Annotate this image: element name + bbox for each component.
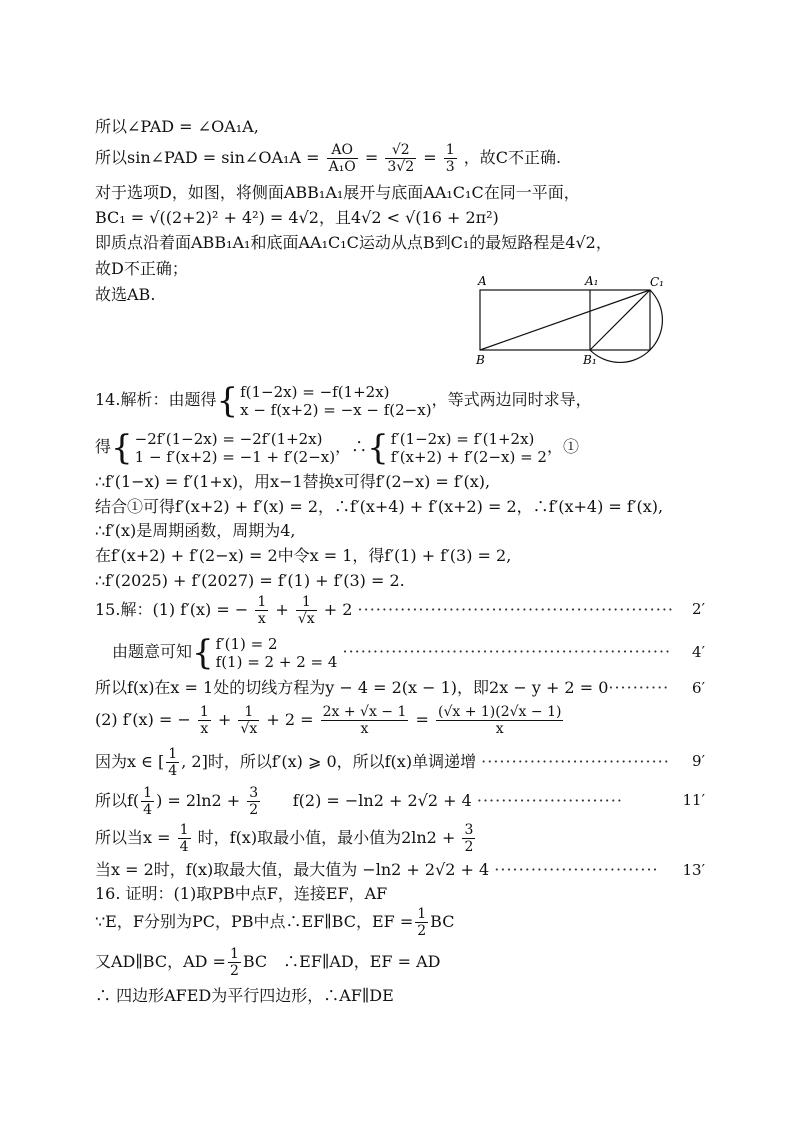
brace: {	[192, 632, 214, 673]
fraction	[385, 142, 416, 175]
numerator: 1	[257, 594, 267, 610]
numerator: 1	[168, 746, 178, 762]
denominator: A₁O	[328, 159, 356, 175]
text-line	[95, 571, 405, 591]
fraction	[436, 704, 563, 737]
denominator: √x	[297, 611, 315, 627]
numerator: 3	[249, 785, 259, 801]
equation-system	[240, 383, 431, 419]
line-text: ∵E，F分别为PC，PB中点∴EF∥BC，EF =	[95, 912, 414, 931]
text-line	[95, 117, 259, 137]
equation: f(1−2x) = −f(1+2x)	[240, 382, 390, 401]
line-text: ∴f′(2025) + f′(2027) = f′(1) + f′(3) = 2.	[95, 571, 405, 590]
text-line	[95, 818, 477, 858]
equation: f(1) = 2 + 2 = 4	[215, 652, 338, 671]
numerator: 1	[179, 822, 189, 838]
line-text: +	[275, 600, 289, 619]
score: 6′	[692, 679, 705, 697]
equation-system	[216, 635, 338, 671]
line-text: BC	[430, 912, 455, 931]
brace: {	[367, 427, 389, 468]
segment-bc1	[480, 290, 650, 350]
equation: f′(1) = 2	[215, 634, 278, 653]
label-a: A	[478, 274, 487, 288]
brace: {	[216, 380, 239, 421]
text-line	[95, 902, 454, 942]
numerator: 3	[464, 822, 474, 838]
numerator: 1	[445, 142, 455, 158]
equation: f′(x+2) + f′(2−x) = 2	[390, 447, 547, 466]
leader-dots: ·······························	[481, 752, 670, 771]
text-line	[95, 378, 592, 422]
leader-dots: ························	[476, 791, 623, 810]
score: 11′	[682, 791, 705, 809]
fraction	[321, 704, 409, 737]
text-line	[95, 425, 579, 469]
line-text: 所以∠PAD = ∠OA₁A,	[95, 117, 259, 136]
line-text: 14.解析：由题得	[95, 390, 217, 409]
numerator: 2x + √x − 1	[322, 704, 407, 720]
line-text: (2) f′(x) = −	[95, 710, 191, 729]
line-text: BC₁ = √((2+2)² + 4²) = 4√2，且4√2 < √(16 + 2π²)	[95, 208, 499, 227]
text-line	[95, 472, 490, 492]
numerator: √2	[385, 142, 416, 159]
score: 9′	[692, 752, 705, 770]
line-text: ) = 2ln2 +	[156, 791, 241, 810]
denominator: x	[257, 611, 266, 627]
score: 2′	[692, 600, 705, 618]
fraction	[247, 785, 260, 818]
numerator: 1	[229, 946, 239, 962]
denominator: 3√2	[387, 159, 415, 175]
numerator: 1	[238, 704, 259, 721]
equation: 1 − f′(x+2) = −1 + f′(2−x)	[134, 447, 336, 466]
fraction	[462, 822, 475, 855]
line-text: +	[217, 710, 232, 729]
fraction	[228, 946, 241, 979]
text-line	[95, 590, 674, 630]
arc	[590, 290, 662, 362]
fraction	[198, 704, 211, 737]
denominator: 4	[168, 763, 178, 779]
fraction	[415, 906, 428, 939]
numerator: 1	[143, 785, 153, 801]
text-line	[95, 942, 440, 982]
fraction	[141, 785, 154, 818]
line-text: 当x = 2时，f(x)取最大值，最大值为 −ln2 + 2√2 + 4	[95, 860, 490, 879]
leader-dots: ····················································	[357, 600, 675, 619]
leader-dots: ···························	[494, 860, 659, 879]
line-text: =	[415, 710, 429, 729]
line-text: 16. 证明：(1)取PB中点F，连接EF，AF	[95, 884, 388, 903]
line-text: ，①	[546, 437, 579, 456]
score: 4′	[692, 643, 705, 661]
line-text: 故选AB.	[95, 285, 156, 304]
text-line	[95, 497, 663, 517]
fraction	[178, 822, 191, 855]
line-text: f(2) = −ln2 + 2√2 + 4	[292, 791, 472, 810]
numerator: (√x + 1)(2√x − 1)	[437, 704, 562, 720]
denominator: 2	[249, 802, 259, 818]
line-text: 在f′(x+2) + f′(2−x) = 2中令x = 1，得f′(1) + f′(3) = 2,	[95, 546, 512, 565]
fraction	[444, 142, 457, 175]
text-line	[95, 285, 155, 305]
fraction	[296, 594, 317, 627]
fraction	[166, 746, 179, 779]
text-line	[95, 259, 188, 279]
text-line	[95, 546, 511, 566]
denominator: 2	[464, 839, 474, 855]
line-text: , 2]时，所以f′(x) ⩾ 0，所以f(x)单调递增	[181, 752, 477, 771]
line-text: 又AD∥BC，AD =	[95, 952, 226, 971]
numerator: AO	[327, 142, 358, 159]
denominator: 4	[179, 839, 189, 855]
text-line	[95, 521, 296, 541]
text-line: 所以sin∠PAD = sin∠OA₁A = $\frac{AO}{\text{A₁O}}$ = $\frac{√2}{3√2}$ = $\frac{1}{3}$ ，故C不正确.	[95, 142, 562, 175]
equation-system	[135, 430, 335, 466]
leader-dots: ··········	[608, 678, 670, 697]
fraction	[255, 594, 268, 627]
denominator: √x	[240, 721, 258, 737]
line-text: 所以f(x)在x = 1处的切线方程为y − 4 = 2(x − 1)，即2x − y + 2 = 0	[95, 678, 609, 697]
label-c1: C₁	[650, 275, 664, 289]
denominator: 4	[143, 802, 153, 818]
line-text: 得	[95, 437, 112, 456]
line-text: 结合①可得f′(x+2) + f′(x) = 2，∴f′(x+4) + f′(x+2) = 2，∴f′(x+4) = f′(x),	[95, 497, 664, 516]
numerator: 1	[417, 906, 427, 922]
denominator: 2	[229, 963, 239, 979]
line-text: 由题意可知	[112, 642, 193, 661]
numerator: 1	[296, 594, 317, 611]
label-a1: A₁	[585, 274, 599, 288]
text-line	[95, 860, 659, 880]
segment-b1c1	[590, 290, 650, 350]
equation: −2f′(1−2x) = −2f′(1+2x)	[134, 429, 323, 448]
leader-dots: ······················································	[342, 642, 672, 661]
text-line	[95, 742, 670, 782]
line-text: + 2 =	[266, 710, 314, 729]
text-line	[95, 233, 612, 253]
text-line	[95, 678, 669, 698]
denominator: 3	[445, 159, 455, 175]
line-text: ，故C不正确.	[463, 148, 562, 167]
denominator: x	[360, 721, 369, 737]
line-text: ∴f′(1−x) = f′(1+x)，用x−1替换x可得f′(2−x) = f′(x),	[95, 472, 491, 491]
line-text: 所以当x =	[95, 828, 171, 847]
denominator: 2	[417, 923, 427, 939]
line-text: ∴ 四边形AFED为平行四边形，∴AF∥DE	[95, 986, 394, 1005]
score: 13′	[682, 861, 705, 879]
numerator: 1	[199, 704, 209, 720]
line-text: 时，f(x)取最小值，最小值为2ln2 +	[197, 828, 456, 847]
equation: x − f(x+2) = −x − f(2−x)	[240, 400, 432, 419]
text-line	[112, 632, 671, 672]
fraction	[238, 704, 259, 737]
line-text: 即质点沿着面ABB₁A₁和底面AA₁C₁C运动从点B到C₁的最短路程是4√2，	[95, 233, 612, 252]
line-text: 对于选项D，如图，将侧面ABB₁A₁展开与底面AA₁C₁C在同一平面，	[95, 183, 580, 202]
denominator: x	[200, 721, 209, 737]
line-text: 所以sin∠PAD = sin∠OA₁A =	[95, 148, 320, 167]
line-text: 15.解：(1) f′(x) = −	[95, 600, 249, 619]
denominator: x	[495, 721, 504, 737]
line-text: BC ∴EF∥AD，EF = AD	[242, 952, 441, 971]
line-text: 因为x ∈ [	[95, 752, 165, 771]
line-text: ，等式两边同时求导，	[431, 390, 592, 409]
label-b: B	[476, 353, 485, 367]
line-text: + 2	[323, 600, 353, 619]
line-text: ，∴	[335, 437, 368, 456]
fraction	[327, 142, 358, 175]
equation: f′(1−2x) = f′(1+2x)	[390, 429, 535, 448]
text-line	[95, 986, 394, 1006]
brace: {	[111, 427, 133, 468]
text-line	[95, 884, 387, 904]
line-text: 所以f(	[95, 791, 140, 810]
unfolding-figure	[470, 272, 670, 367]
line-text: 故D不正确；	[95, 259, 188, 278]
equation-system	[391, 430, 547, 466]
text-line	[95, 183, 580, 203]
line-text: ∴f′(x)是周期函数，周期为4,	[95, 521, 296, 540]
text-line	[95, 700, 565, 740]
text-line	[95, 208, 499, 228]
label-b1: B₁	[583, 353, 597, 367]
text-line	[95, 781, 623, 821]
